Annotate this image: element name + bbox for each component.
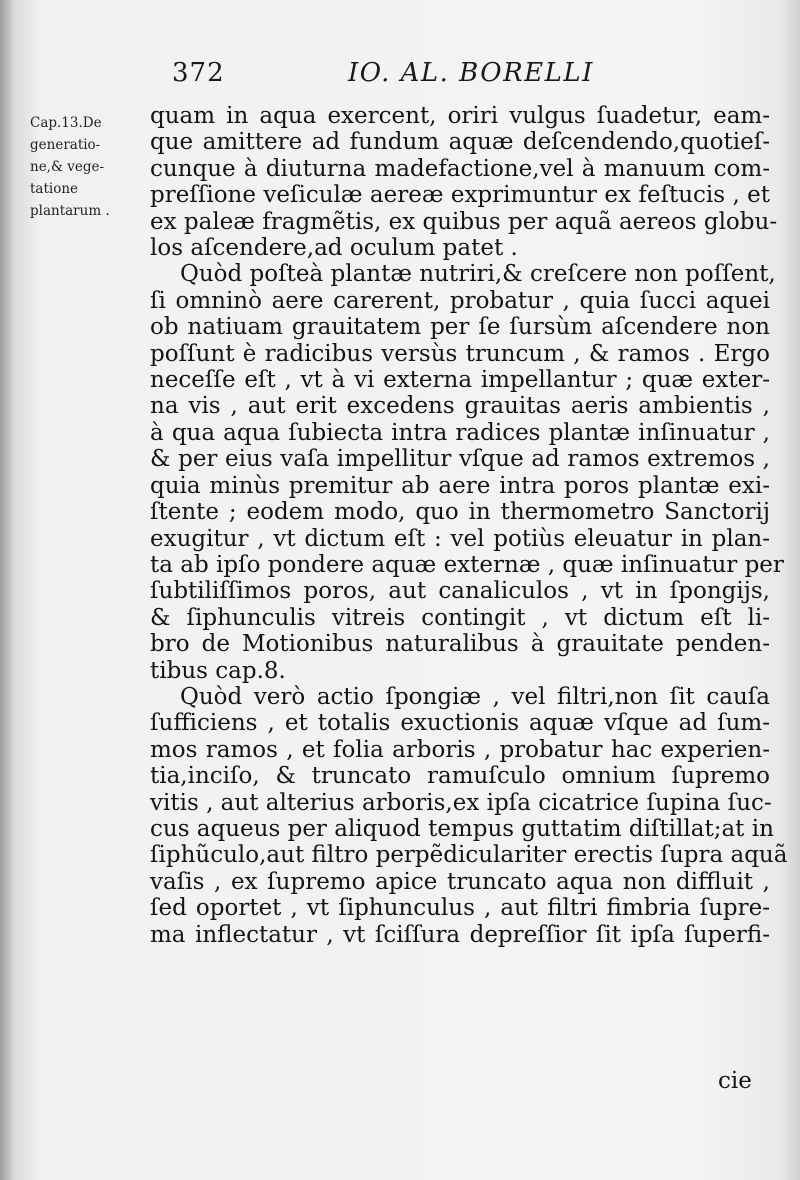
marginal-note-line: generatio- [30,137,101,153]
text-line: ſiphũculo,aut filtro perpẽdiculariter erectis ſupra aquã [150,842,788,869]
page-number: 372 [172,58,225,88]
text-line: cunque à diuturna madefactione,vel à manuum com- [150,155,770,182]
text-line: à qua aqua ſubiecta intra radices plantæ inſinuatur , [150,419,770,446]
paragraph [150,683,788,948]
text-line: ſi omninò aere carerent, probatur , quia ſucci aquei [150,287,770,314]
text-line: cus aqueus per aliquod tempus guttatim diſtillat;at in [150,815,774,842]
marginal-note [30,112,148,222]
text-line: mos ramos , et folia arboris , probatur hac experien- [150,736,770,763]
text-line: poſſunt è radicibus versùs truncum , & ramos . Ergo [150,340,770,367]
text-line: ma inflectatur , vt ſciſſura depreſſior ſit ipſa ſuperfi- [150,921,770,948]
text-line: na vis , aut erit excedens grauitas aeris ambientis , [150,393,770,420]
text-line: tibus cap.8. [150,657,286,684]
text-line: & ſiphunculis vitreis contingit , vt dictum eſt li- [150,604,770,631]
text-line: exugitur , vt dictum eſt : vel potiùs eleuatur in plan- [150,525,770,552]
text-line: que amittere ad fundum aquæ deſcendendo,quotieſ- [150,129,770,156]
catchword: cie [718,1068,752,1094]
marginal-note-line: plantarum . [30,203,110,219]
text-line: neceſſe eſt , vt à vi externa impellantur ; quæ exter- [150,367,770,394]
running-head: IO. AL. BORELLI [348,58,594,88]
marginal-note-line: tatione [30,181,79,197]
text-line: preſſione veſiculæ aereæ exprimuntur ex feſtucis , et [150,182,770,209]
marginal-note-line: ne,& vege- [30,159,105,175]
text-line: ſubtiliſſimos poros, aut canaliculos , vt in ſpongijs, [150,578,770,605]
paragraph [150,103,778,262]
text-line: bro de Motionibus naturalibus à grauitate penden- [150,631,770,658]
text-line: vaſis , ex ſupremo apice truncato aqua non diffluit , [150,868,770,895]
paragraph [150,261,784,684]
text-line: ſed oportet , vt ſiphunculus , aut filtri fimbria ſupre- [150,895,770,922]
text-line: Quòd verò actio ſpongiæ , vel filtri,non ſit cauſa [180,683,770,710]
text-line: Quòd poſteà plantæ nutriri,& creſcere non poſſent, [180,261,776,288]
text-line: los aſcendere,ad oculum patet . [150,235,518,262]
text-line: quam in aqua exercent, oriri vulgus ſuadetur, eam- [150,103,770,129]
text-line: & per eius vaſa impellitur vſque ad ramos extremos , [150,446,770,473]
marginal-note-line: Cap.13.De [30,115,102,131]
text-line: ta ab ipſo pondere aquæ externæ , quæ inſinuatur per [150,551,784,578]
text-line: ſtente ; eodem modo, quo in thermometro Sanctorij [150,499,770,526]
page-header [0,58,800,98]
text-line: tia,inciſo, & truncato ramuſculo omnium ſupremo [150,763,770,790]
text-line: ob natiuam grauitatem per ſe ſursùm aſcendere non [150,314,770,341]
text-line: ſufficiens , et totalis exuctionis aquæ vſque ad ſum- [150,710,770,737]
body-text [150,103,788,948]
text-line: vitis , aut alterius arboris,ex ipſa cicatrice ſupina ſuc- [150,789,772,816]
text-line: ex paleæ fragmẽtis, ex quibus per aquã aereos globu- [150,208,778,235]
text-line: quia minùs premitur ab aere intra poros plantæ exi- [150,472,770,499]
